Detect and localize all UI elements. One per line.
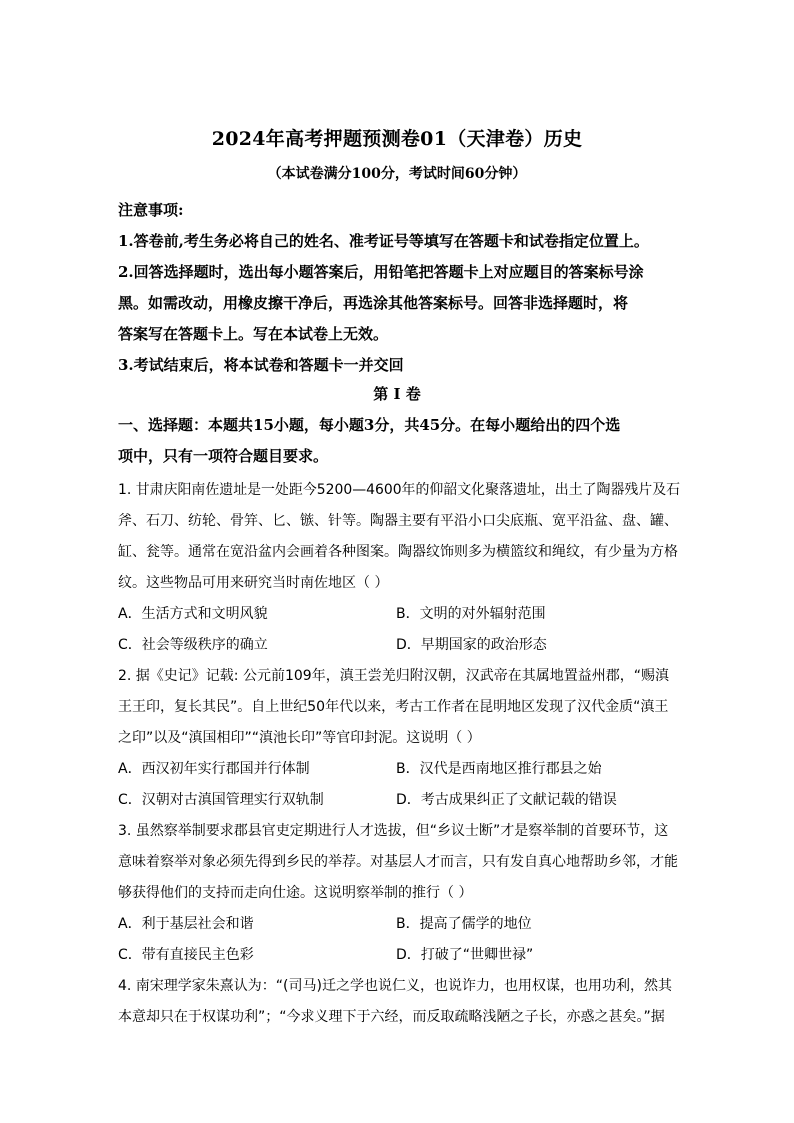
exam-subtitle: （本试卷满分100分，考试时间60分钟） <box>267 166 527 182</box>
question-3-option-c: C．带有直接民主色彩 <box>118 947 254 963</box>
question-4-text: 本意却只在于权谋功利”；“今求义理下于六经，而反取疏略浅陋之子长，亦惑之甚矣。”据 <box>118 1009 665 1025</box>
question-3-option-b: B．提高了儒学的地位 <box>396 916 532 932</box>
question-2-option-a: A．西汉初年实行郡国并行体制 <box>118 761 310 777</box>
question-2-text: 2. 据《史记》记载: 公元前109年，滇王尝羌归附汉朝，汉武帝在其属地置益州郡，“赐滇 <box>118 668 669 684</box>
question-2-text: 王王印，复长其民”。自上世纪50年代以来，考古工作者在昆明地区发现了汉代金质“滇王 <box>118 699 669 715</box>
question-1-option-c: C．社会等级秩序的确立 <box>118 637 268 653</box>
question-2-text: 之印”以及“滇国相印”“滇池长印”等官印封泥。这说明（ ） <box>118 730 481 746</box>
question-4-text: 4. 南宋理学家朱熹认为：“(司马)迁之学也说仁义，也说诈力，也用权谋，也用功利，然其 <box>118 978 672 994</box>
question-1-text: 斧、石刀、纺轮、骨笄、匕、镞、针等。陶器主要有平沿小口尖底瓶、宽平沿盆、盘、罐、 <box>118 513 678 529</box>
question-3-text: 意味着察举对象必须先得到乡民的举荐。对基层人才而言，只有发自真心地帮助乡邻，才能 <box>118 854 678 870</box>
question-3-text: 够获得他们的支持而走向仕途。这说明察举制的推行（ ） <box>118 885 473 901</box>
question-1-option-d: D．早期国家的政治形态 <box>396 637 547 653</box>
section-instruction: 项中，只有一项符合题目要求。 <box>118 447 329 465</box>
question-3-text: 3. 虽然察举制要求郡县官吏定期进行人才选拔，但“乡议士断”才是察举制的首要环节，这 <box>118 823 669 839</box>
notice-line: 黑。如需改动，用橡皮擦干净后，再选涂其他答案标号。回答非选择题时，将 <box>118 294 629 312</box>
question-3-option-d: D．打破了“世卿世禄” <box>396 947 534 963</box>
notice-line: 2.回答选择题时，选出每小题答案后，用铅笔把答题卡上对应题目的答案标号涂 <box>118 263 644 281</box>
question-1-option-a: A．生活方式和文明风貌 <box>118 606 268 622</box>
question-2-option-c: C．汉朝对古滇国管理实行双轨制 <box>118 792 324 808</box>
question-2-option-d: D．考古成果纠正了文献记载的错误 <box>396 792 617 808</box>
notice-line: 1.答卷前,考生务必将自己的姓名、准考证号等填写在答题卡和试卷指定位置上。 <box>118 232 649 250</box>
notice-line: 3.考试结束后，将本试卷和答题卡一并交回 <box>118 356 404 374</box>
section-instruction: 一、选择题：本题共15小题，每小题3分，共45分。在每小题给出的四个选 <box>118 416 621 434</box>
question-3-option-a: A．利于基层社会和谐 <box>118 916 254 932</box>
question-1-text: 1. 甘肃庆阳南佐遗址是一处距今5200—4600年的仰韶文化聚落遗址，出土了陶器残片及石 <box>118 482 681 498</box>
question-1-text: 纹。这些物品可用来研究当时南佐地区（ ） <box>118 575 389 591</box>
question-1-option-b: B．文明的对外辐射范围 <box>396 606 546 622</box>
exam-title: 2024年高考押题预测卷01（天津卷）历史 <box>211 128 583 150</box>
question-2-option-b: B．汉代是西南地区推行郡县之始 <box>396 761 602 777</box>
section-title: 第 I 卷 <box>373 385 421 403</box>
notice-line: 答案写在答题卡上。写在本试卷上无效。 <box>118 325 389 343</box>
question-1-text: 缸、瓮等。通常在宽沿盆内会画着各种图案。陶器纹饰则多为横篮纹和绳纹，有少量为方格 <box>118 544 678 560</box>
notice-heading: 注意事项: <box>118 201 184 219</box>
